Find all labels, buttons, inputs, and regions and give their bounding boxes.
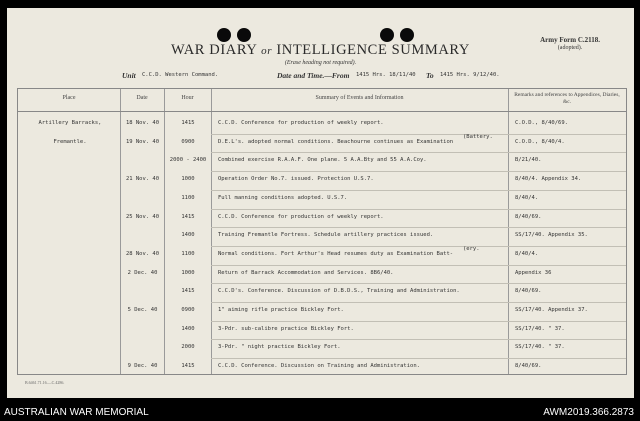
row-summary-note: (Battery. <box>463 133 493 140</box>
row-date: 5 Dec. 40 <box>127 307 158 313</box>
date-from-label: Date and Time.—From <box>277 71 350 80</box>
row-date: 21 Nov. 40 <box>125 176 160 183</box>
row-place: Fremantle. <box>53 138 87 145</box>
row-date: 9 Dec. 40 <box>127 363 158 370</box>
row-remarks: B/21/40. <box>515 157 542 164</box>
form-subtitle: (Erase heading not required). <box>284 60 357 66</box>
column-header-date: Date <box>136 95 148 101</box>
row-hour: 1415 <box>181 288 195 295</box>
punch-hole <box>237 28 251 42</box>
row-date: 19 Nov. 40 <box>125 138 160 145</box>
column-header-summary: Summary of Events and Information <box>315 95 404 101</box>
row-remarks: 8/40/4. <box>515 194 539 201</box>
row-remarks: SS/17/40. Appendix 35. <box>515 232 588 239</box>
row-hour: 0900 <box>181 307 195 313</box>
title-intelligence-summary: INTELLIGENCE SUMMARY <box>276 42 470 58</box>
row-divider <box>211 190 626 191</box>
row-remarks: SS/17/40. Appendix 37. <box>515 307 588 313</box>
diary-table <box>17 88 627 375</box>
row-divider <box>211 302 626 303</box>
row-remarks: 8/40/69. <box>515 363 542 370</box>
row-date: 25 Nov. 40 <box>125 213 160 220</box>
row-hour: 1400 <box>181 232 195 239</box>
column-header-hour: Hour <box>181 95 194 101</box>
row-date: 18 Nov. 40 <box>125 120 160 126</box>
column-divider <box>211 89 212 374</box>
date-from-value: 1415 Hrs. 18/11/40 <box>356 72 416 78</box>
row-divider <box>211 209 626 210</box>
row-summary: Combined exercise R.A.A.F. One plane. 5 A.A.Bty and 55 A.A.Coy. <box>218 157 427 164</box>
row-divider <box>211 265 626 266</box>
column-divider <box>120 89 121 374</box>
row-summary: C.C.D. Conference for production of weekly report. <box>218 120 384 126</box>
row-remarks: 8/40/69. <box>515 288 542 295</box>
row-remarks: SS/17/40. " 37. <box>515 344 565 351</box>
unit-value: C.C.D. Western Command. <box>142 72 219 78</box>
row-date: 2 Dec. 40 <box>127 269 158 276</box>
row-remarks: 8/40/4. Appendix 34. <box>515 176 582 183</box>
row-summary: C.C.D. Conference for production of weekly report. <box>218 213 384 220</box>
row-summary: D.E.L's. adopted normal conditions. Beachourne continues as Examination <box>218 138 454 145</box>
row-remarks: 8/40/69. <box>515 213 542 220</box>
title-or: or <box>261 45 273 57</box>
row-summary: Operation Order No.7. issued. Protection U.S.7. <box>218 176 374 183</box>
row-divider <box>211 339 626 340</box>
row-hour: 1000 <box>181 176 195 183</box>
date-to-label: To <box>426 71 434 80</box>
unit-label: Unit <box>122 71 136 80</box>
column-header-remarks: Remarks and references to Appendices, Diaries, &c. <box>514 92 620 105</box>
row-divider <box>211 227 626 228</box>
row-summary: 3-Pdr. sub-calibre practice Bickley Fort. <box>218 325 354 332</box>
form-footnote: B.6461.71.16.—C.4286. <box>25 380 65 385</box>
row-summary: C.C.D. Conference. Discussion on Training and Administration. <box>218 363 420 370</box>
punch-hole <box>400 28 414 42</box>
row-hour: 1000 <box>181 269 195 276</box>
row-summary: 3-Pdr. " night practice Bickley Fort. <box>218 344 341 351</box>
row-divider <box>211 246 626 247</box>
caption-left: AUSTRALIAN WAR MEMORIAL <box>4 407 149 418</box>
row-remarks: SS/17/40. " 37. <box>515 325 565 332</box>
row-hour: 2000 - 2400 <box>169 157 207 164</box>
row-remarks: 8/40/4. <box>515 250 539 257</box>
form-number: Army Form C.2118. <box>540 36 600 44</box>
row-remarks: C.O.D., 8/40/69. <box>515 120 568 126</box>
row-divider <box>211 152 626 153</box>
row-place: Artillery Barracks, <box>38 120 102 126</box>
row-hour: 1400 <box>181 325 195 332</box>
header-divider <box>18 111 626 112</box>
row-summary: 1" aiming rifle practice Bickley Fort. <box>218 307 344 313</box>
row-hour: 0900 <box>181 138 195 145</box>
row-summary: Return of Barrack Accommodation and Services. 8B6/40. <box>218 269 394 276</box>
form-note: (adopted). <box>557 45 583 51</box>
punch-hole <box>217 28 231 42</box>
row-divider <box>211 171 626 172</box>
caption-right: AWM2019.366.2873 <box>543 407 634 418</box>
column-divider <box>508 89 509 374</box>
row-summary: C.C.D's. Conference. Discussion of D.B.D.S., Training and Administration. <box>218 288 460 295</box>
row-hour: 2000 <box>181 344 195 351</box>
date-to-value: 1415 Hrs. 9/12/40. <box>440 72 500 78</box>
row-hour: 1100 <box>181 250 195 257</box>
row-hour: 1100 <box>181 194 195 201</box>
row-hour: 1415 <box>181 120 195 126</box>
row-hour: 1415 <box>181 213 195 220</box>
row-divider <box>211 134 626 135</box>
punch-hole <box>380 28 394 42</box>
column-header-place: Place <box>62 95 76 101</box>
row-summary: Full manning conditions adopted. U.S.7. <box>218 194 348 201</box>
row-divider <box>211 358 626 359</box>
row-date: 28 Nov. 40 <box>125 250 160 257</box>
row-remarks: C.O.D., 8/40/4. <box>515 138 565 145</box>
row-summary: Training Fremantle Fortress. Schedule artillery practices issued. <box>218 232 434 239</box>
row-remarks: Appendix 36 <box>515 269 552 276</box>
title-war-diary: WAR DIARY <box>171 42 257 58</box>
row-divider <box>211 321 626 322</box>
row-summary: Normal conditions. Fort Arthur's Head resumes duty as Examination Batt- <box>218 250 454 257</box>
war-diary-sheet <box>7 8 634 398</box>
row-divider <box>211 283 626 284</box>
army-form-number <box>540 36 600 52</box>
row-hour: 1415 <box>181 363 195 370</box>
row-summary-note: (ery. <box>463 245 480 252</box>
